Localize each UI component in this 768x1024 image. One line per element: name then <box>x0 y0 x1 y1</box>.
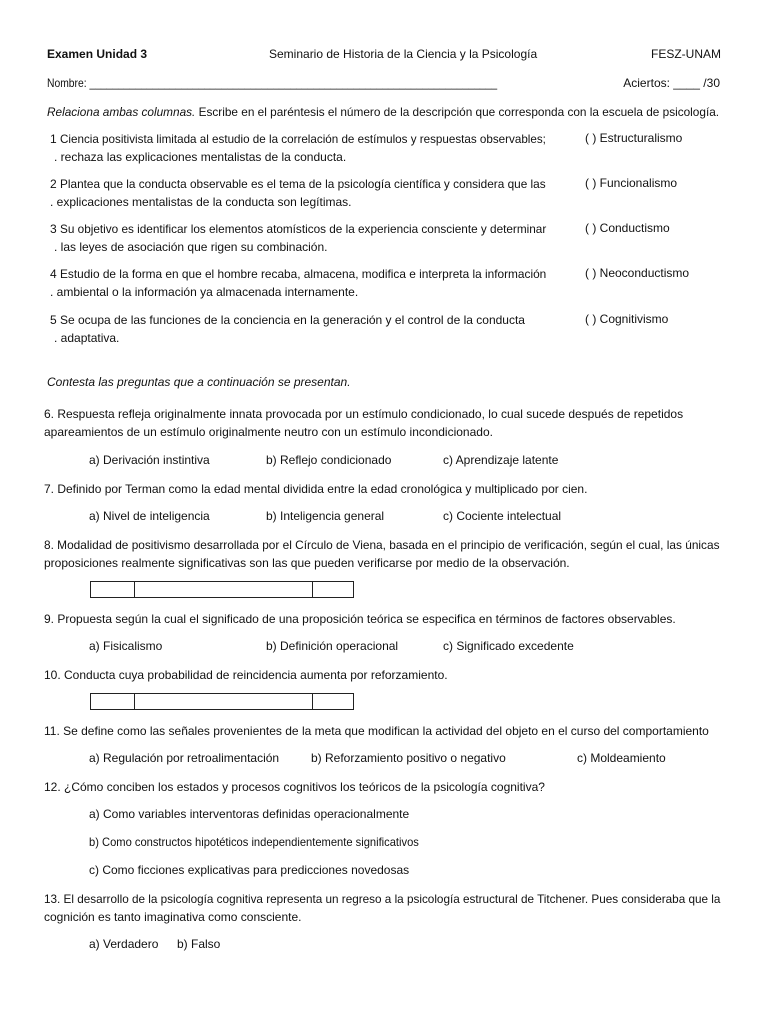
instructions-rest: Escribe en el paréntesis el número de la descripción que corresponda con la escuela de psicología. <box>195 105 720 119</box>
question-text: 13. El desarrollo de la psicología cognitiva representa un regreso a la psicología estructural de Titchener. Pues consideraba que la <box>44 892 721 906</box>
matching-number: 4 <box>50 267 57 281</box>
option-b[interactable]: b) Como constructos hipotéticos independientemente significativos <box>89 835 419 849</box>
question-10 <box>44 666 724 684</box>
matching-item <box>50 130 550 166</box>
question-13 <box>44 890 724 926</box>
question-text-continued: proposiciones realmente significativas son las que pueden verificarse por medio de la observación. <box>44 556 570 570</box>
matching-option[interactable]: ( ) Cognitivismo <box>585 312 669 326</box>
option-a[interactable]: a) Derivación instintiva <box>89 453 210 467</box>
question-8 <box>44 536 724 572</box>
question-text: 6. Respuesta refleja originalmente innata provocada por un estímulo condicionado, lo cual sucede después de repetidos <box>44 407 684 421</box>
matching-item <box>50 265 550 301</box>
question-text-continued: apareamientos de un estímulo originalmente neutro con un estímulo incondicionado. <box>44 425 493 439</box>
option-a[interactable]: a) Como variables interventoras definidas operacionalmente <box>89 807 410 821</box>
matching-text-continued: . rechaza las explicaciones mentalistas de la conducta. <box>54 150 347 164</box>
answer-box-segment <box>134 582 313 597</box>
matching-text: Se ocupa de las funciones de la conciencia en la generación y el control de la conducta <box>60 313 525 327</box>
answer-box-segment <box>134 694 313 709</box>
matching-option[interactable]: ( ) Funcionalismo <box>585 176 678 190</box>
question-text: 8. Modalidad de positivismo desarrollada por el Círculo de Viena, basada en el principio de verificación, según el cual, las únicas <box>44 538 720 552</box>
matching-item <box>50 311 550 347</box>
option-c[interactable]: c) Significado excedente <box>443 639 574 653</box>
option-a[interactable]: a) Fisicalismo <box>89 639 163 653</box>
matching-text-continued: . explicaciones mentalistas de la conducta son legítimas. <box>50 195 352 209</box>
option-c[interactable]: c) Aprendizaje latente <box>443 453 559 467</box>
option-c[interactable]: c) Como ficciones explicativas para predicciones novedosas <box>89 863 410 877</box>
matching-number: 5 <box>50 313 57 327</box>
question-text: 12. ¿Cómo conciben los estados y procesos cognitivos los teóricos de la psicología cognitiva? <box>44 780 545 794</box>
answer-box-q10[interactable] <box>90 693 354 710</box>
option-a[interactable]: a) Regulación por retroalimentación <box>89 751 280 765</box>
option-c[interactable]: c) Moldeamiento <box>577 751 666 765</box>
matching-option[interactable]: ( ) Conductismo <box>585 221 670 235</box>
matching-text: Estudio de la forma en que el hombre recaba, almacena, modifica e interpreta la información <box>60 267 547 281</box>
option-b[interactable]: b) Reflejo condicionado <box>266 453 392 467</box>
matching-number: 1 <box>50 132 57 146</box>
option-c[interactable]: c) Cociente intelectual <box>443 509 562 523</box>
matching-text-continued: . las leyes de asociación que rigen su combinación. <box>54 240 328 254</box>
instructions-italic: Relaciona ambas columnas. <box>47 105 196 119</box>
matching-text: Ciencia positivista limitada al estudio de la correlación de estímulos y respuestas observables; <box>60 132 546 146</box>
score-line: Aciertos: ____ /30 <box>623 76 720 90</box>
matching-text-continued: . adaptativa. <box>54 331 120 345</box>
option-a[interactable]: a) Verdadero <box>89 937 159 951</box>
question-text: 9. Propuesta según la cual el significado de una proposición teórica se especifica en términos de factores observables. <box>44 612 676 626</box>
matching-number: 2 <box>50 177 57 191</box>
exam-title: Examen Unidad 3 <box>47 47 148 61</box>
matching-text: Su objetivo es identificar los elementos atomísticos de la experiencia consciente y determinar <box>60 222 547 236</box>
matching-option[interactable]: ( ) Estructuralismo <box>585 131 683 145</box>
question-9 <box>44 610 724 628</box>
instructions <box>47 104 719 120</box>
matching-text-continued: . ambiental o la información ya almacenada internamente. <box>50 285 359 299</box>
question-11 <box>44 722 724 740</box>
question-text: 10. Conducta cuya probabilidad de reincidencia aumenta por reforzamiento. <box>44 668 448 682</box>
option-b[interactable]: b) Inteligencia general <box>266 509 385 523</box>
institution: FESZ-UNAM <box>651 47 721 61</box>
answer-box-segment <box>91 694 135 709</box>
course-title: Seminario de Historia de la Ciencia y la Psicología <box>269 47 538 61</box>
answer-box-segment <box>91 582 135 597</box>
matching-item <box>50 220 550 256</box>
option-b[interactable]: b) Reforzamiento positivo o negativo <box>311 751 506 765</box>
question-7 <box>44 480 724 498</box>
option-a[interactable]: a) Nivel de inteligencia <box>89 509 210 523</box>
matching-number: 3 <box>50 222 57 236</box>
question-12 <box>44 778 724 796</box>
section-instructions: Contesta las preguntas que a continuación se presentan. <box>47 375 351 389</box>
answer-box-q8[interactable] <box>90 581 354 598</box>
question-text: 7. Definido por Terman como la edad mental dividida entre la edad cronológica y multiplicado por cien. <box>44 482 588 496</box>
matching-option[interactable]: ( ) Neoconductismo <box>585 266 690 280</box>
matching-item <box>50 175 550 211</box>
name-line[interactable]: Nombre: _______________________________________________________________________ <box>47 76 498 90</box>
question-text: 11. Se define como las señales provenientes de la meta que modifican la actividad del objeto en el curso del comportamiento <box>44 724 709 738</box>
matching-text: Plantea que la conducta observable es el tema de la psicología científica y considera que las <box>60 177 546 191</box>
question-text-continued: cognición es tanto imaginativa como consciente. <box>44 910 302 924</box>
option-b[interactable]: b) Definición operacional <box>266 639 399 653</box>
option-b[interactable]: b) Falso <box>177 937 221 951</box>
question-6 <box>44 405 724 441</box>
